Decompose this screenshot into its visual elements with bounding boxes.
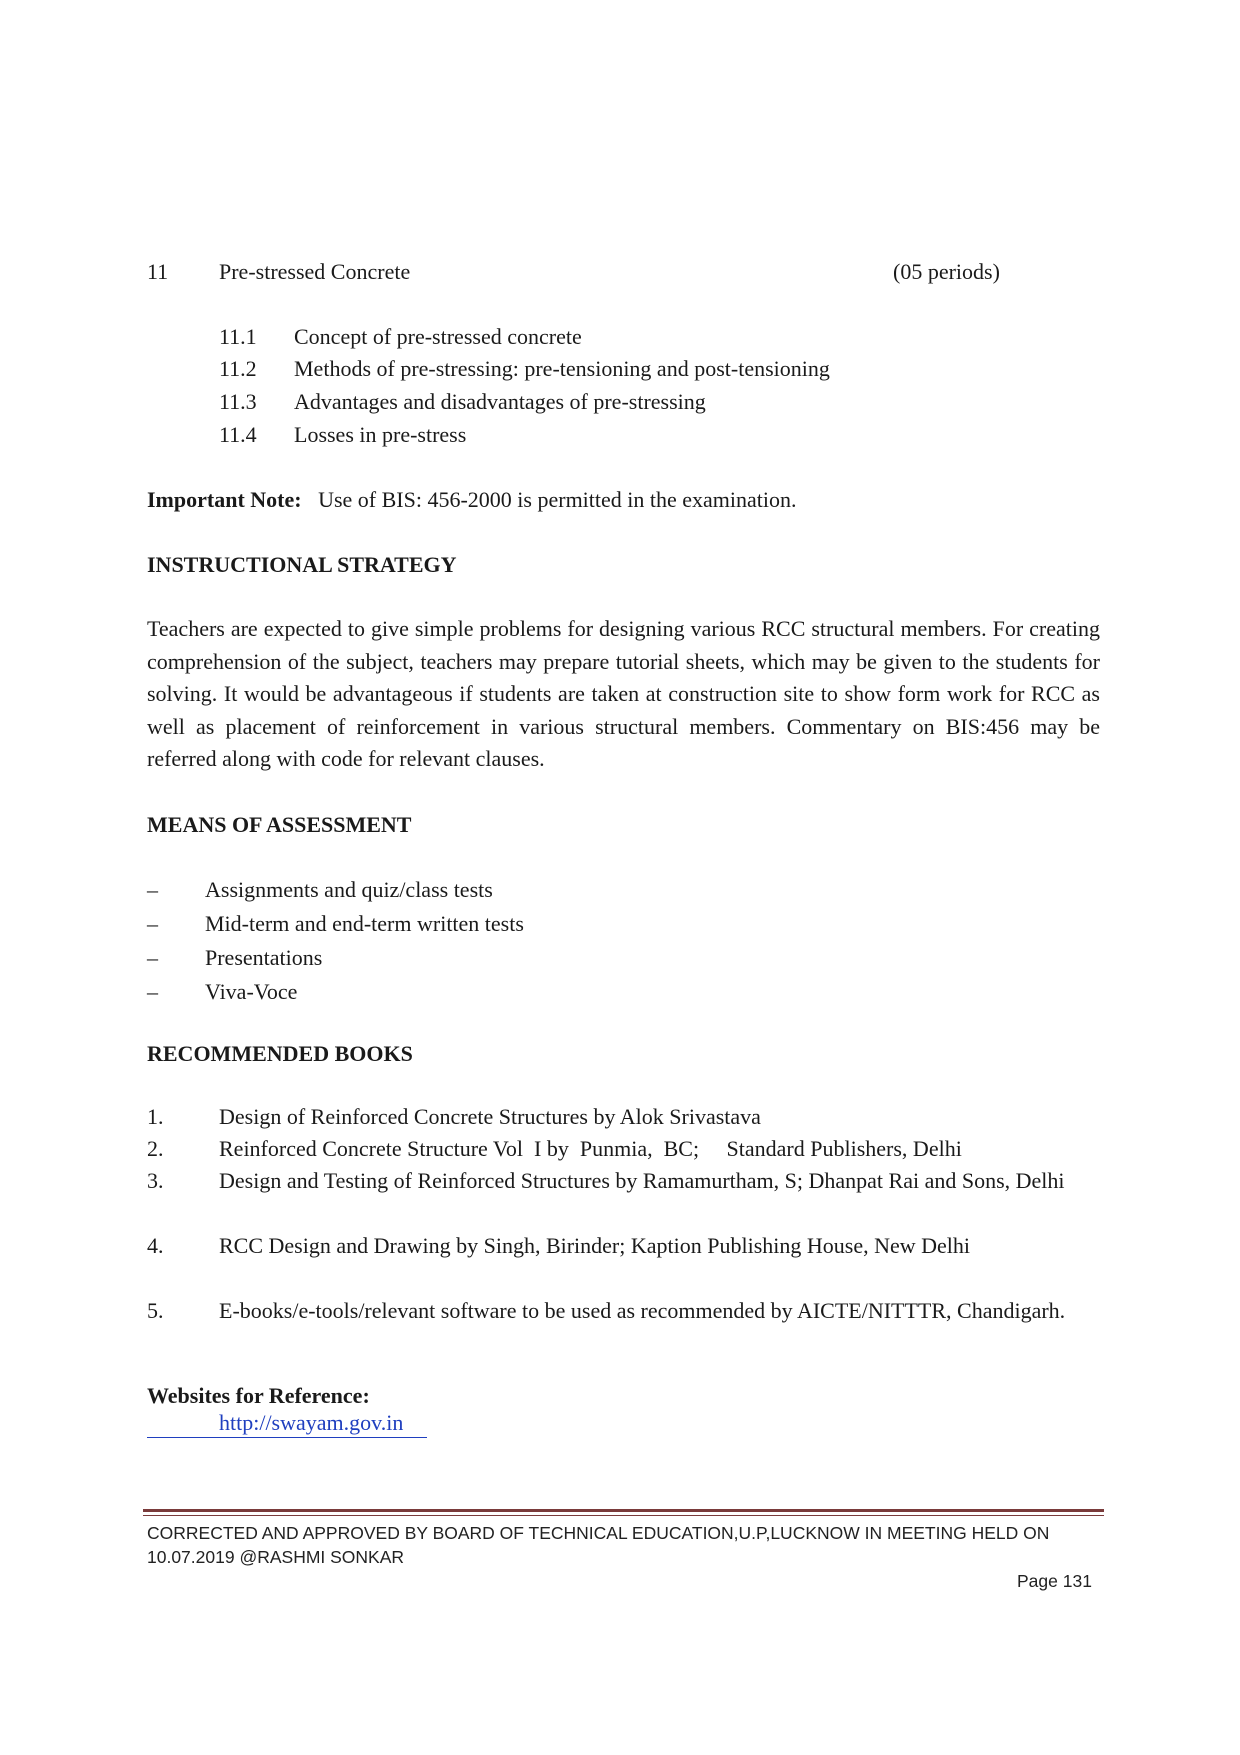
book-text: Design and Testing of Reinforced Structures by Ramamurtham, S; Dhanpat Rai and Sons, Delhi — [219, 1168, 1065, 1193]
websites-heading: Websites for Reference: — [147, 1383, 370, 1408]
footer-approval-line1: CORRECTED AND APPROVED BY BOARD OF TECHNICAL EDUCATION,U.P,LUCKNOW IN MEETING HELD ON — [147, 1523, 1050, 1543]
book-number: 5. — [147, 1298, 164, 1323]
subtopic-text: Advantages and disadvantages of pre-stressing — [294, 389, 706, 414]
assessment-item: Mid-term and end-term written tests — [205, 911, 524, 936]
reference-link-wrap — [219, 1409, 403, 1437]
subtopic-number: 11.4 — [219, 422, 257, 447]
book-text: E-books/e-tools/relevant software to be used as recommended by AICTE/NITTTR, Chandigarh. — [219, 1298, 1066, 1323]
page-number: Page 131 — [1017, 1571, 1092, 1591]
subtopic-number: 11.3 — [219, 389, 257, 414]
footer-approval-line2: 10.07.2019 @RASHMI SONKAR — [147, 1547, 405, 1567]
bullet-dash: – — [147, 979, 158, 1004]
link-underline — [147, 1437, 427, 1438]
subtopic-number: 11.2 — [219, 356, 257, 381]
subtopic-text: Concept of pre-stressed concrete — [294, 324, 582, 349]
strategy-heading: INSTRUCTIONAL STRATEGY — [147, 552, 457, 577]
bullet-dash: – — [147, 911, 158, 936]
strategy-paragraph: Teachers are expected to give simple problems for designing various RCC structural members. For creating comprehension of the subject, teachers may prepare tutorial sheets, which may be given to the students for solving. It would be advantageous if students are taken at construction site to show form work for RCC as well as placement of reinforcement in various structural members. Commentary on BIS:456 may be referred along with code for relevant clauses. — [147, 616, 1100, 771]
note-text: Use of BIS: 456-2000 is permitted in the examination. — [318, 487, 797, 512]
assessment-item: Viva-Voce — [205, 979, 298, 1004]
book-number: 3. — [147, 1168, 164, 1193]
subtopic-text: Losses in pre-stress — [294, 422, 467, 447]
unit-periods: (05 periods) — [893, 259, 1000, 284]
footer-rule-thick — [143, 1509, 1104, 1512]
assessment-item: Assignments and quiz/class tests — [205, 877, 493, 902]
unit-title: Pre-stressed Concrete — [219, 259, 411, 284]
important-note — [147, 486, 797, 514]
book-text: Reinforced Concrete Structure Vol I by Punmia, BC; Standard Publishers, Delhi — [219, 1136, 962, 1161]
footer-rule-thin — [143, 1515, 1104, 1516]
book-number: 4. — [147, 1233, 164, 1258]
bullet-dash: – — [147, 877, 158, 902]
swayam-link[interactable]: http://swayam.gov.in — [219, 1410, 404, 1435]
bullet-dash: – — [147, 945, 158, 970]
assessment-heading: MEANS OF ASSESSMENT — [147, 812, 412, 837]
note-label: Important Note: — [147, 487, 302, 512]
book-number: 2. — [147, 1136, 164, 1161]
book-number: 1. — [147, 1104, 164, 1129]
books-heading: RECOMMENDED BOOKS — [147, 1041, 413, 1066]
assessment-item: Presentations — [205, 945, 323, 970]
book-text: RCC Design and Drawing by Singh, Birinder; Kaption Publishing House, New Delhi — [219, 1233, 971, 1258]
subtopic-number: 11.1 — [219, 324, 257, 349]
unit-number: 11 — [147, 259, 169, 284]
subtopic-text: Methods of pre-stressing: pre-tensioning and post-tensioning — [294, 356, 830, 381]
book-text: Design of Reinforced Concrete Structures by Alok Srivastava — [219, 1104, 761, 1129]
